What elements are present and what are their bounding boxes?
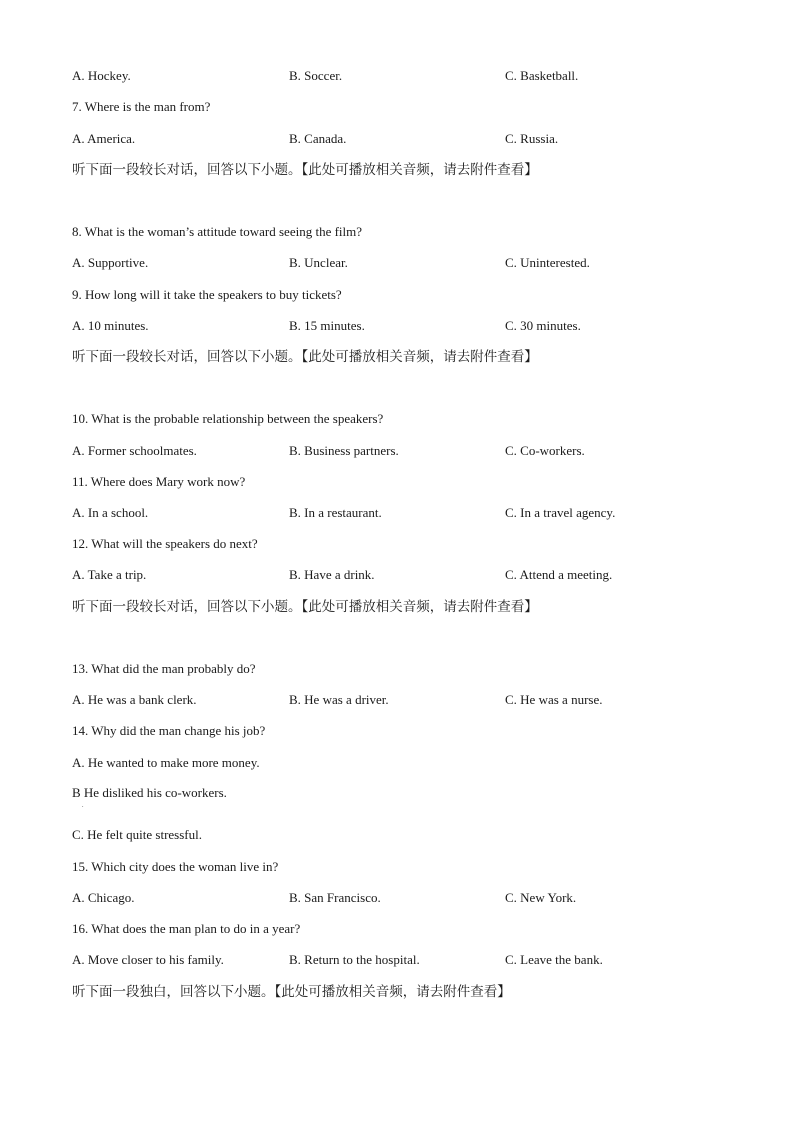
- question-9: 9. How long will it take the speakers to buy tickets?: [72, 287, 342, 302]
- option-a: A. He was a bank clerk.: [72, 692, 197, 707]
- option-a: A. America.: [72, 131, 136, 146]
- section-instruction: 听下面一段较长对话，回答以下小题。【此处可播放相关音频，请去附件查看】: [72, 349, 538, 365]
- section-instruction: 听下面一段较长对话，回答以下小题。【此处可播放相关音频，请去附件查看】: [72, 599, 538, 615]
- option-a: A. Former schoolmates.: [72, 443, 197, 458]
- question-11: 11. Where does Mary work now?: [72, 474, 246, 489]
- option-c: C. New York.: [505, 890, 577, 905]
- option-a: A. He wanted to make more money.: [72, 755, 260, 770]
- option-b: B. San Francisco.: [289, 890, 381, 905]
- option-c: C. Uninterested.: [505, 255, 590, 270]
- stray-dot: .: [82, 803, 84, 809]
- option-c: C. He was a nurse.: [505, 692, 603, 707]
- option-c: C. In a travel agency.: [505, 505, 616, 520]
- question-14: 14. Why did the man change his job?: [72, 723, 266, 738]
- option-b: B. Canada.: [289, 131, 347, 146]
- option-b: B. Return to the hospital.: [289, 952, 420, 967]
- question-12: 12. What will the speakers do next?: [72, 536, 258, 551]
- option-c: C. Leave the bank.: [505, 952, 603, 967]
- option-b: B. 15 minutes.: [289, 318, 365, 333]
- option-c: C. Attend a meeting.: [505, 567, 613, 582]
- option-a: A. 10 minutes.: [72, 318, 149, 333]
- option-b: B. In a restaurant.: [289, 505, 382, 520]
- option-c: C. He felt quite stressful.: [72, 827, 202, 842]
- question-7: 7. Where is the man from?: [72, 99, 211, 114]
- option-b: B. Soccer.: [289, 68, 343, 83]
- question-15: 15. Which city does the woman live in?: [72, 859, 279, 874]
- option-c: C. Co-workers.: [505, 443, 585, 458]
- question-16: 16. What does the man plan to do in a year?: [72, 921, 301, 936]
- option-b: B. Business partners.: [289, 443, 399, 458]
- section-instruction: 听下面一段较长对话，回答以下小题。【此处可播放相关音频，请去附件查看】: [72, 162, 538, 178]
- option-b: B. Unclear.: [289, 255, 348, 270]
- option-c: C. Russia.: [505, 131, 559, 146]
- option-b: B He disliked his co-workers.: [72, 785, 227, 800]
- section-instruction: 听下面一段独白，回答以下小题。【此处可播放相关音频，请去附件查看】: [72, 984, 511, 1000]
- option-b: B. Have a drink.: [289, 567, 375, 582]
- question-8: 8. What is the woman’s attitude toward seeing the film?: [72, 224, 363, 239]
- option-a: A. Chicago.: [72, 890, 135, 905]
- option-b: B. He was a driver.: [289, 692, 389, 707]
- question-13: 13. What did the man probably do?: [72, 661, 256, 676]
- option-a: A. Move closer to his family.: [72, 952, 224, 967]
- option-a: A. Supportive.: [72, 255, 149, 270]
- option-a: A. Hockey.: [72, 68, 131, 83]
- option-a: A. In a school.: [72, 505, 149, 520]
- question-10: 10. What is the probable relationship between the speakers?: [72, 411, 384, 426]
- option-c: C. 30 minutes.: [505, 318, 581, 333]
- option-a: A. Take a trip.: [72, 567, 147, 582]
- option-c: C. Basketball.: [505, 68, 579, 83]
